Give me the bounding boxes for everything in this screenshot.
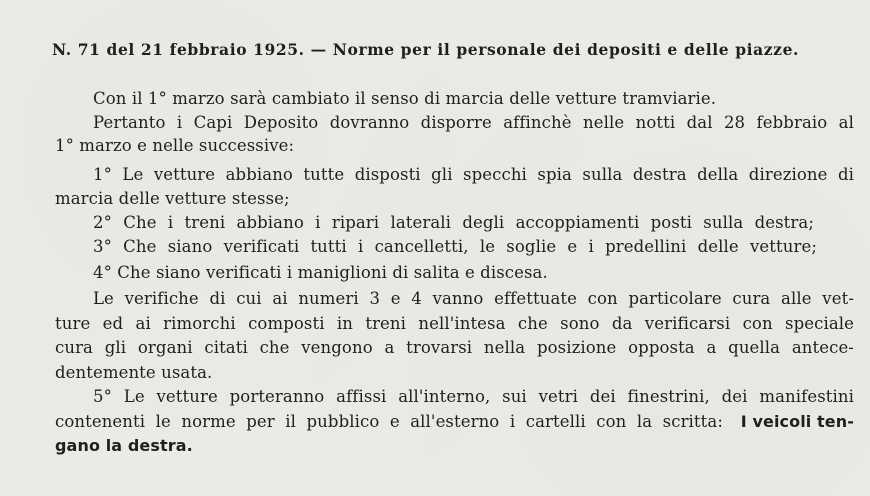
item-5-line-3: gano la destra. [55, 436, 193, 455]
paragraph-2-line-1 [93, 112, 854, 134]
item-1-line-1-text: 1° Le vetture abbiano tutte disposti gli specchi spia sulla destra della direzione di [93, 165, 854, 184]
document-heading: N. 71 del 21 febbraio 1925. — Norme per il personale dei depositi e delle piazze. [52, 40, 800, 59]
paragraph-3-line-1-text: Le verifiche di cui ai numeri 3 e 4 vanno effettuate con particolare cura alle vet- [93, 289, 854, 308]
item-3 [93, 236, 817, 258]
paragraph-3-line-4: dentemente usata. [55, 363, 213, 382]
item-5-line-1 [93, 386, 854, 408]
item-5-line-1-text: 5° Le vetture porteranno affissi all'interno, sui vetri dei finestrini, dei manifestini [93, 387, 854, 406]
item-5-line-2 [55, 411, 854, 433]
item-5-line-2-text: contenenti le norme per il pubblico e all'esterno i cartelli con la scritta: [55, 412, 723, 431]
item-2-text: 2° Che i treni abbiano i ripari laterali degli accoppiamenti posti sulla destra; [93, 213, 814, 232]
paragraph-3-line-1 [93, 288, 854, 310]
paragraph-3-line-3 [55, 337, 854, 359]
item-4: 4° Che siano verificati i maniglioni di salita e discesa. [93, 263, 548, 282]
item-3-text: 3° Che siano verificati tutti i cancelletti, le soglie e i predellini delle vetture; [93, 237, 817, 256]
paragraph-3-line-2-text: ture ed ai rimorchi composti in treni nell'intesa che sono da verificarsi con speciale [55, 314, 854, 333]
item-2 [93, 212, 814, 234]
item-1-line-1 [93, 164, 854, 186]
paragraph-3-line-2 [55, 313, 854, 335]
paragraph-2-line-1-text: Pertanto i Capi Deposito dovranno disporre affinchè nelle notti dal 28 febbraio al [93, 113, 854, 132]
item-1-line-2: marcia delle vetture stesse; [55, 189, 290, 208]
paragraph-1: Con il 1° marzo sarà cambiato il senso di marcia delle vetture tramviarie. [93, 89, 717, 108]
item-5-line-2-bold: I veicoli ten- [740, 412, 854, 431]
paragraph-3-line-3-text: cura gli organi citati che vengono a trovarsi nella posizione opposta a quella antece- [55, 338, 854, 357]
paragraph-2-line-2: 1° marzo e nelle successive: [55, 136, 295, 155]
